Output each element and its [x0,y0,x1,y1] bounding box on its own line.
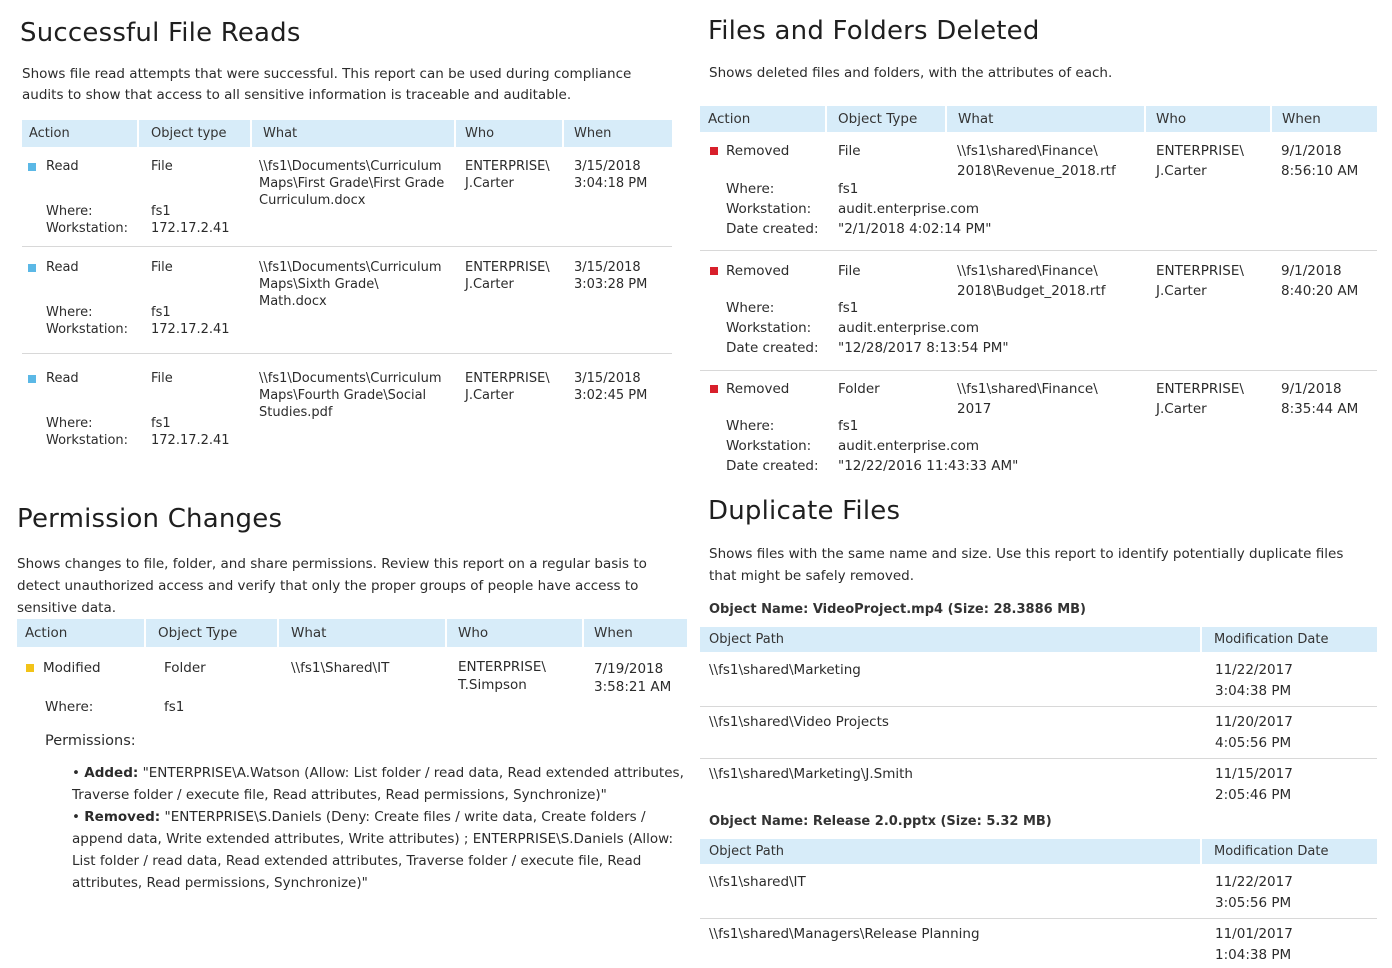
deleted-description: Shows deleted files and folders, with the attributes of each. [709,65,1113,81]
reads-title: Successful File Reads [20,18,301,48]
col-when[interactable]: When [594,625,633,641]
row-when-2: 8:35:44 AM [1281,401,1359,417]
row-divider [700,370,1377,371]
mod-time: 3:05:56 PM [1215,895,1292,911]
removed-label: Removed: [84,809,161,825]
row-when-1: 3/15/2018 [574,371,641,386]
row-type: File [838,143,861,159]
row-type: File [838,263,861,279]
permission-removed-item: • Removed: "ENTERPRISE\S.Daniels (Deny: Create files / write data, Create folders / append data, Write extended attributes, Write attributes) ; ENTERPRISE\S.Daniels (Allow: List folder / read data, Read extended attributes, Traverse folder / execute file, Read attributes, Read permissions, Synchronize)" [72,809,674,891]
where-label: Where: [46,204,93,219]
removed-status-icon [710,147,718,155]
where-value: fs1 [151,416,171,431]
row-divider [700,706,1377,707]
row-who-1: ENTERPRISE\ [458,659,546,675]
row-when-2: 3:04:18 PM [574,176,648,191]
row-divider [700,250,1377,251]
mod-date: 11/22/2017 [1215,662,1293,678]
row-type: File [151,159,173,174]
permission-added-item: • Added: "ENTERPRISE\A.Watson (Allow: List folder / read data, Read extended attributes, Traverse folder / execute file, Read attributes, Read permissions, Synchronize)" [72,765,684,803]
permissions-label: Permissions: [45,733,136,749]
row-who-1: ENTERPRISE\ [465,371,550,386]
where-label: Where: [726,181,775,197]
row-when-2: 8:56:10 AM [1281,163,1359,179]
row-action: Read [46,260,79,275]
reads-description: Shows file read attempts that were successful. This report can be used during compliance audits to show that access to all sensitive information is traceable and auditable. [22,66,632,103]
row-who-2: J.Carter [1156,163,1207,179]
row-who-1: ENTERPRISE\ [1156,263,1244,279]
row-type: Folder [164,660,206,676]
mod-date: 11/22/2017 [1215,874,1293,890]
workstation-label: Workstation: [726,438,812,454]
where-value: fs1 [838,181,859,197]
col-modification-date[interactable]: Modification Date [1214,844,1329,859]
where-label: Where: [45,699,94,715]
row-when-2: 3:02:45 PM [574,388,648,403]
where-value: fs1 [151,305,171,320]
object-path: \\fs1\shared\Managers\Release Planning [709,926,980,942]
row-what-1: \\fs1\Documents\Curriculum [259,159,442,174]
workstation-value: audit.enterprise.com [838,201,980,217]
read-status-icon [28,375,36,383]
row-who-2: T.Simpson [458,677,527,693]
where-value: fs1 [151,204,171,219]
workstation-label: Workstation: [726,201,812,217]
row-divider [22,246,672,247]
row-divider [22,353,672,354]
col-action[interactable]: Action [29,126,70,141]
where-label: Where: [726,418,775,434]
row-when-1: 3/15/2018 [574,159,641,174]
workstation-label: Workstation: [46,433,129,448]
date-created-value: "2/1/2018 4:02:14 PM" [838,221,992,237]
col-object-path[interactable]: Object Path [709,632,785,647]
row-when-2: 8:40:20 AM [1281,283,1359,299]
col-action[interactable]: Action [25,625,68,641]
removed-status-icon [710,385,718,393]
row-type: File [151,371,173,386]
date-created-label: Date created: [726,340,819,356]
deleted-table-header [700,106,1377,132]
where-label: Where: [46,416,93,431]
row-action: Removed [726,143,790,159]
removed-status-icon [710,267,718,275]
row-action: Removed [726,263,790,279]
where-value: fs1 [164,699,185,715]
removed-text: "ENTERPRISE\S.Daniels (Deny: Create files / write data, Create folders / append data, Write extended attributes, Write attributes) ; ENTERPRISE\S.Daniels (Allow: List folder / read data, Read extended attributes, Traverse folder / execute file, Read attributes, Read permissions, Synchronize)" [72,809,674,891]
row-what-2: 2018\Budget_2018.rtf [957,283,1106,299]
row-when-1: 3/15/2018 [574,260,641,275]
col-object-type[interactable]: Object Type [158,625,238,641]
date-created-label: Date created: [726,221,819,237]
mod-date: 11/01/2017 [1215,926,1293,942]
duplicate-group-name: Object Name: Release 2.0.pptx (Size: 5.32 MB) [709,814,1052,829]
read-status-icon [28,264,36,272]
col-modification-date[interactable]: Modification Date [1214,632,1329,647]
row-what-2: 2018\Revenue_2018.rtf [957,163,1116,179]
row-what-1: \\fs1\shared\Finance\ [957,381,1098,397]
row-who-1: ENTERPRISE\ [1156,381,1244,397]
row-who-2: J.Carter [465,277,514,292]
col-object-path[interactable]: Object Path [709,844,785,859]
row-when-1: 7/19/2018 [594,661,664,677]
row-what-1: \\fs1\Documents\Curriculum [259,371,442,386]
object-path: \\fs1\shared\Marketing [709,662,861,678]
workstation-label: Workstation: [46,221,129,236]
row-when-2: 3:03:28 PM [574,277,648,292]
row-action: Read [46,159,79,174]
col-object-type[interactable]: Object Type [838,111,918,127]
reads-table-header [22,120,672,147]
duplicates-title: Duplicate Files [708,496,901,526]
col-who[interactable]: Who [465,126,495,141]
workstation-value: audit.enterprise.com [838,320,980,336]
col-action[interactable]: Action [708,111,751,127]
col-when[interactable]: When [1282,111,1321,127]
workstation-value: 172.17.2.41 [151,221,230,236]
where-value: fs1 [838,300,859,316]
workstation-value: 172.17.2.41 [151,322,230,337]
row-when-1: 9/1/2018 [1281,381,1342,397]
workstation-value: audit.enterprise.com [838,438,980,454]
object-path: \\fs1\shared\Marketing\J.Smith [709,766,913,782]
col-what[interactable]: What [263,126,298,141]
row-who-2: J.Carter [465,388,514,403]
row-what-1: \\fs1\shared\Finance\ [957,263,1098,279]
col-who[interactable]: Who [1156,111,1187,127]
permissions-description: Shows changes to file, folder, and share permissions. Review this report on a regular basis to detect unauthorized access and verify that only the proper groups of people have access to sensitive data. [17,556,647,616]
row-what-2: Maps\Fourth Grade\Social [259,388,427,403]
row-type: Folder [838,381,880,397]
mod-time: 1:04:38 PM [1215,947,1292,963]
row-when-1: 9/1/2018 [1281,263,1342,279]
mod-date: 11/20/2017 [1215,714,1293,730]
row-who-1: ENTERPRISE\ [465,159,550,174]
col-when[interactable]: When [574,126,612,141]
col-object-type[interactable]: Object type [151,126,227,141]
object-path: \\fs1\shared\IT [709,874,806,890]
object-path: \\fs1\shared\Video Projects [709,714,889,730]
permissions-table-header [17,619,687,647]
date-created-value: "12/22/2016 11:43:33 AM" [838,458,1019,474]
row-action: Modified [43,660,101,676]
row-who-2: J.Carter [465,176,514,191]
row-what-2: Maps\Sixth Grade\ [259,277,379,292]
row-who-2: J.Carter [1156,283,1207,299]
workstation-label: Workstation: [46,322,129,337]
where-label: Where: [46,305,93,320]
row-what-2: Maps\First Grade\First Grade [259,176,445,191]
where-label: Where: [726,300,775,316]
row-divider [700,918,1377,919]
row-what-2: 2017 [957,401,992,417]
where-value: fs1 [838,418,859,434]
added-text: "ENTERPRISE\A.Watson (Allow: List folder / read data, Read extended attributes, Traverse folder / execute file, Read attributes, Read permissions, Synchronize)" [72,765,684,803]
col-what[interactable]: What [291,625,327,641]
mod-time: 3:04:38 PM [1215,683,1292,699]
modified-status-icon [26,664,34,672]
workstation-label: Workstation: [726,320,812,336]
read-status-icon [28,163,36,171]
row-who-2: J.Carter [1156,401,1207,417]
duplicates-description: Shows files with the same name and size. Use this report to identify potentially duplicate files that might be safely removed. [709,546,1344,584]
date-created-value: "12/28/2017 8:13:54 PM" [838,340,1009,356]
row-action: Read [46,371,79,386]
workstation-value: 172.17.2.41 [151,433,230,448]
row-action: Removed [726,381,790,397]
row-who-1: ENTERPRISE\ [1156,143,1244,159]
mod-time: 4:05:56 PM [1215,735,1292,751]
added-label: Added: [84,765,139,781]
deleted-title: Files and Folders Deleted [708,16,1040,46]
row-what-1: \\fs1\Documents\Curriculum [259,260,442,275]
duplicate-group-name: Object Name: VideoProject.mp4 (Size: 28.3886 MB) [709,602,1086,617]
row-what: \\fs1\Shared\IT [291,660,390,676]
row-when-2: 3:58:21 AM [594,679,672,695]
row-what-3: Curriculum.docx [259,193,366,208]
row-divider [700,758,1377,759]
row-what-1: \\fs1\shared\Finance\ [957,143,1098,159]
permissions-title: Permission Changes [17,504,283,534]
col-who[interactable]: Who [458,625,489,641]
mod-date: 11/15/2017 [1215,766,1293,782]
duplicate-table-header [700,627,1377,652]
col-what[interactable]: What [958,111,994,127]
row-what-3: Studies.pdf [259,405,333,420]
row-type: File [151,260,173,275]
duplicate-table-header [700,839,1377,864]
row-when-1: 9/1/2018 [1281,143,1342,159]
mod-time: 2:05:46 PM [1215,787,1292,803]
date-created-label: Date created: [726,458,819,474]
row-who-1: ENTERPRISE\ [465,260,550,275]
row-what-3: Math.docx [259,294,327,309]
